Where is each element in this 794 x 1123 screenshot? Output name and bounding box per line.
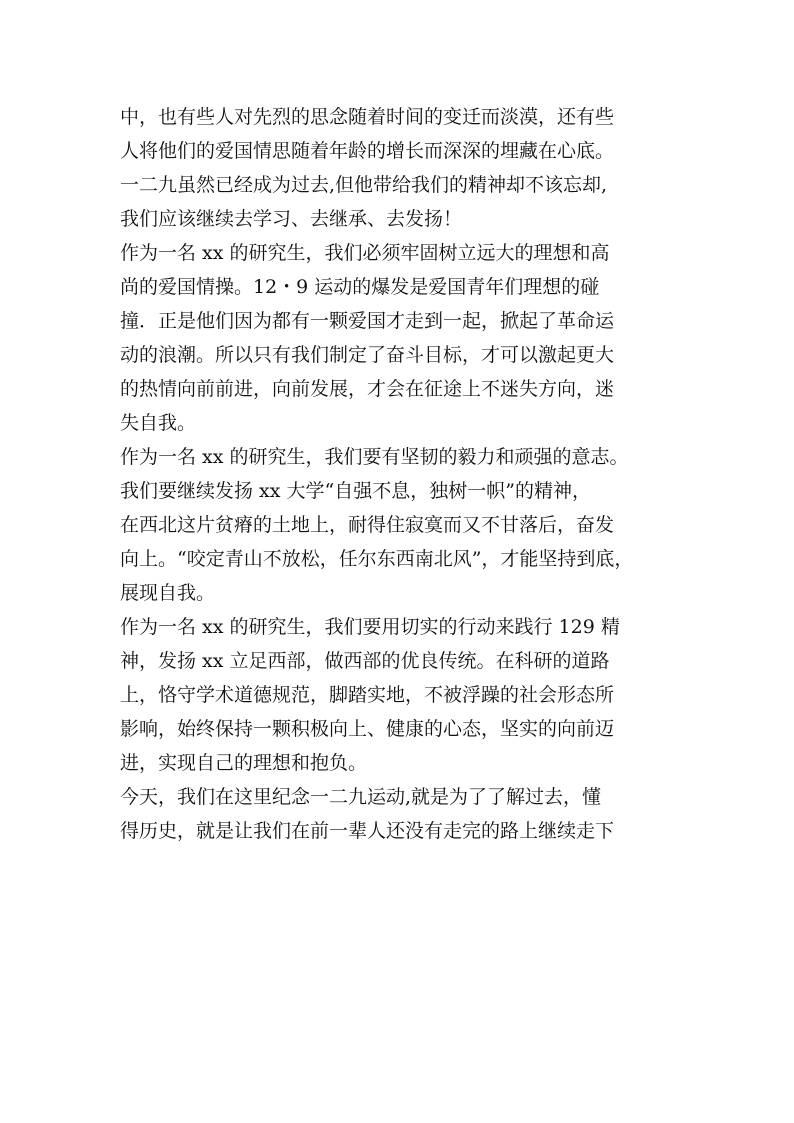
text-line: 一二九虽然已经成为过去,但他带给我们的精神却不该忘却, [120, 174, 608, 196]
text-line: 进，实现自己的理想和抱负。 [120, 752, 368, 774]
text-line: 尚的爱国情操。12・9 运动的爆发是爱国青年们理想的碰 [120, 276, 600, 298]
text-line: 作为一名 xx 的研究生，我们要有坚韧的毅力和顽强的意志。 [120, 446, 629, 468]
text-line: 撞．正是他们因为都有一颗爱国才走到一起，掀起了革命运 [120, 310, 615, 332]
text-line: 人将他们的爱国情思随着年龄的增长而深深的埋藏在心底。 [120, 140, 615, 162]
text-line: 在西北这片贫瘠的土地上，耐得住寂寞而又不甘落后，奋发 [120, 514, 615, 536]
text-line: 得历史，就是让我们在前一辈人还没有走完的路上继续走下 [120, 820, 615, 842]
text-line: 今天，我们在这里纪念一二九运动,就是为了了解过去，懂 [120, 786, 602, 808]
document-body [120, 100, 700, 848]
text-line: 失自我。 [120, 412, 197, 434]
text-line: 展现自我。 [120, 582, 216, 604]
text-line: 我们应该继续去学习、去继承、去发扬！ [120, 208, 463, 230]
text-line: 影响，始终保持一颗积极向上、健康的心态，坚实的向前迈 [120, 718, 615, 740]
text-line: 作为一名 xx 的研究生，我们要用切实的行动来践行 129 精 [120, 616, 620, 638]
text-line: 神，发扬 xx 立足西部，做西部的优良传统。在科研的道路 [120, 650, 610, 672]
text-line: 中，也有些人对先烈的思念随着时间的变迁而淡漠，还有些 [120, 106, 615, 128]
text-line: 动的浪潮。所以只有我们制定了奋斗目标，才可以激起更大 [120, 344, 615, 366]
text-line: 的热情向前前进，向前发展，才会在征途上不迷失方向，迷 [120, 378, 615, 400]
text-line: 作为一名 xx 的研究生，我们必须牢固树立远大的理想和高 [120, 242, 610, 264]
text-line: 向上。“咬定青山不放松，任尔东西南北风”，才能坚持到底， [120, 548, 634, 570]
text-line: 上，恪守学术道德规范，脚踏实地，不被浮躁的社会形态所 [120, 684, 615, 706]
text-line: 我们要继续发扬 xx 大学“自强不息，独树一帜”的精神， [120, 480, 591, 502]
